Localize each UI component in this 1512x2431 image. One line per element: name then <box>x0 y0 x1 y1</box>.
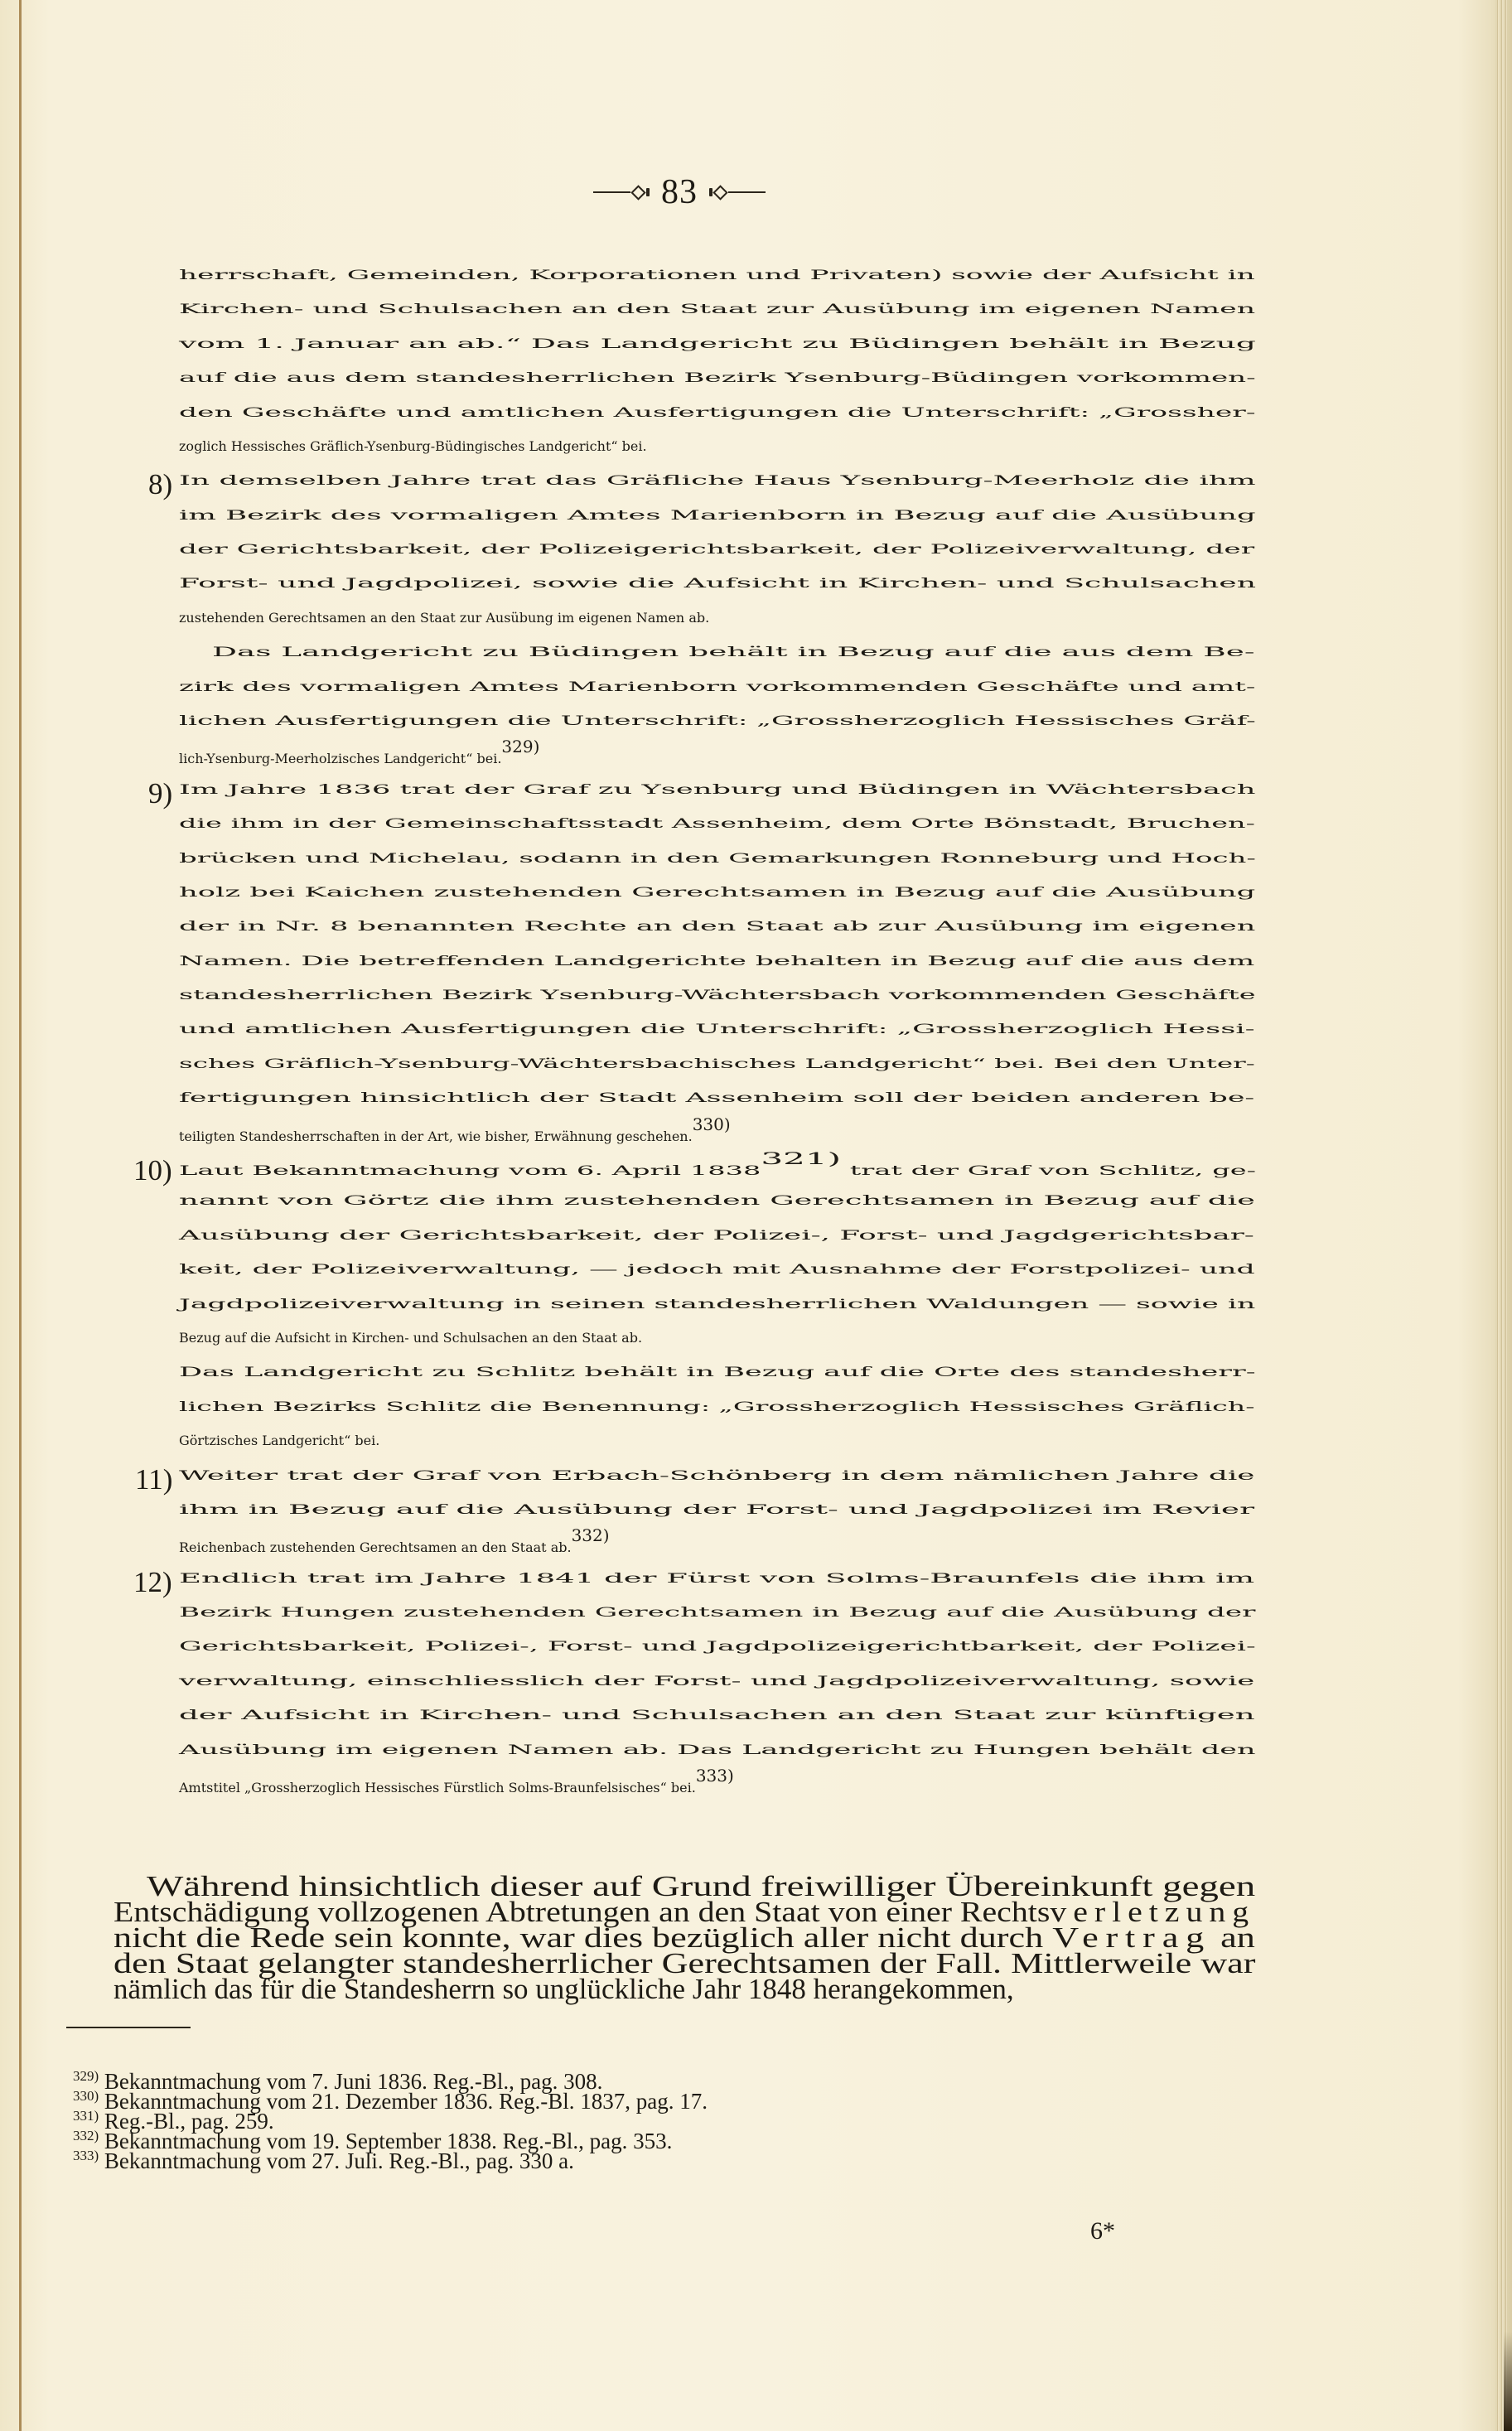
footnote-reference: Reg.-Bl., pag. 353. <box>502 2129 673 2153</box>
body-line <box>179 1707 1255 1723</box>
footnote-reference: Reg.-Bl., pag. 308. <box>432 2069 603 2094</box>
footnote-reference: Reg.-Bl., pag. 330 a. <box>389 2148 574 2173</box>
page-corner-shadow <box>1504 2332 1512 2431</box>
footnote-mark: 332) <box>73 2128 99 2143</box>
line-text: Kirchen- und Schulsachen an den Staat zur Ausübung im eigenen Namen <box>179 301 1256 317</box>
body-line <box>179 1638 1256 1654</box>
line-text: verwaltung, einschliesslich der Forst- und Jagdpolizeiverwaltung, sowie <box>179 1673 1255 1689</box>
line-text: die ihm in der Gemeinschaftsstadt Assenheim, dem Orte Bönstadt, Bruchen- <box>179 815 1255 831</box>
line-text: der Aufsicht in Kirchen- und Schulsachen an den Staat zur künftigen <box>179 1707 1255 1723</box>
footnote-ref: 330) <box>692 1114 731 1134</box>
footnote-ref: 321) <box>761 1148 842 1168</box>
footnote-mark: 329) <box>73 2068 99 2084</box>
footnote-ref: 332) <box>571 1525 610 1545</box>
body-line <box>179 370 1256 385</box>
closing-line: Entschädigung vollzogenen Abtretungen an den Staat von einer Rechtsverletzung <box>114 1896 1256 1928</box>
body-line <box>179 737 540 766</box>
body-line <box>179 1056 1255 1071</box>
line-text: Jagdpolizeiverwaltung in seinen standesherrlichen Waldungen — sowie in <box>179 1296 1256 1312</box>
right-ornament-icon <box>709 187 766 198</box>
closing-line: nämlich das für die Standesherrn so unglückliche Jahr 1848 herangekommen, <box>114 1973 1014 2005</box>
body-line <box>179 1261 1255 1277</box>
closing-line: nicht die Rede sein konnte, war dies bezüglich aller nicht durch Vertrag an <box>114 1921 1255 1954</box>
left-ornament-icon <box>593 187 650 198</box>
line-text: und amtlichen Ausfertigungen die Unterschrift: „Grossherzoglich Hessi- <box>179 1021 1255 1037</box>
body-line <box>179 438 647 454</box>
item-number: 12) <box>133 1566 172 1598</box>
body-line <box>179 679 1255 694</box>
body-line <box>179 610 709 626</box>
signature-mark: 6* <box>1090 2217 1115 2245</box>
body-line <box>179 1296 1255 1312</box>
body-line <box>179 336 1256 351</box>
item-number: 11) <box>135 1463 173 1496</box>
body-line <box>179 1433 379 1448</box>
body-line <box>179 541 1254 557</box>
body-line <box>179 1570 1254 1586</box>
line-text: nannt von Görtz die ihm zustehenden Gerechtsamen in Bezug auf die <box>179 1192 1255 1208</box>
body-line <box>179 1090 1254 1105</box>
line-text: lich-Ysenburg-Meerholzisches Landgericht“ bei. <box>179 751 502 766</box>
line-text: Laut Bekanntmachung vom 6. April 1838 <box>179 1162 761 1178</box>
line-text: lichen Bezirks Schlitz die Benennung: „Grossherzoglich Hessisches Gräflich- <box>179 1399 1255 1414</box>
footnote: $^{330)}$ Bekanntmachung vom 21. Dezember 1836. Reg.-Bl. 1837, pag. 17. <box>73 2088 708 2114</box>
emphasized-word: verletzung <box>1050 1896 1256 1928</box>
line-text: vom 1. Januar an ab.“ Das Landgericht zu Büdingen behält in Bezug <box>179 336 1256 351</box>
body-line <box>179 1227 1254 1243</box>
line-text: Endlich trat im Jahre 1841 der Fürst von Solms-Braunfels die ihm im <box>179 1570 1255 1586</box>
page-number: 83 <box>661 173 698 211</box>
line-text: zirk des vormaligen Amtes Marienborn vorkommenden Geschäfte und amt- <box>179 679 1256 694</box>
body-line <box>179 301 1255 317</box>
body-line <box>179 781 1256 797</box>
running-header <box>0 172 1359 212</box>
line-text: keit, der Polizeiverwaltung, — jedoch mit Ausnahme der Forstpolizei- und <box>179 1261 1255 1277</box>
body-line <box>179 953 1254 969</box>
emphasized-word: Vertrag <box>1052 1921 1212 1954</box>
body-line <box>179 918 1255 934</box>
line-text: In demselben Jahre trat das Gräfliche Haus Ysenburg-Meerholz die ihm <box>179 472 1256 488</box>
body-line <box>179 1021 1255 1037</box>
item-number: 10) <box>133 1154 172 1187</box>
line-text: fertigungen hinsichtlich der Stadt Assenheim soll der beiden anderen be- <box>179 1090 1255 1105</box>
line-text: Forst- und Jagdpolizei, sowie die Aufsicht in Kirchen- und Schulsachen <box>179 575 1257 591</box>
line-text: sches Gräflich-Ysenburg-Wächtersbachisches Landgericht“ bei. Bei den Unter- <box>179 1056 1255 1071</box>
body-line <box>179 713 1256 728</box>
line-text: Weiter trat der Graf von Erbach-Schönberg in dem nämlichen Jahre die <box>179 1467 1255 1483</box>
body-line <box>179 1467 1254 1483</box>
line-text: Ausübung der Gerichtsbarkeit, der Polizei-, Forst- und Jagdgerichtsbar- <box>179 1227 1254 1243</box>
page-fore-edge <box>1495 0 1507 2431</box>
line-text: auf die aus dem standesherrlichen Bezirk Ysenburg-Büdingen vorkommen- <box>179 370 1256 385</box>
body-line <box>179 472 1256 488</box>
line-text: Das Landgericht zu Schlitz behält in Bezug auf die Orte des standesherr- <box>179 1364 1256 1380</box>
footnote-mark: 331) <box>73 2108 99 2124</box>
item-number: 8) <box>148 468 173 500</box>
line-text: Bezirk Hungen zustehenden Gerechtsamen in Bezug auf die Ausübung der <box>179 1604 1256 1620</box>
line-text: Ausübung im eigenen Namen ab. Das Landgericht zu Hungen behält den <box>179 1742 1256 1757</box>
line-text: standesherrlichen Bezirk Ysenburg-Wächtersbach vorkommenden Geschäfte <box>179 987 1256 1003</box>
body-line <box>179 1604 1255 1620</box>
body-line <box>179 815 1255 831</box>
footnote-reference: Reg.-Bl. 1837, pag. 17. <box>499 2089 708 2114</box>
body-line: Laut Bekanntmachung vom 6. April 1838$^{321)}$ trat der Graf von Schlitz, ge- <box>179 1148 1256 1178</box>
body-line <box>179 850 1256 866</box>
page-binding-edge <box>19 0 22 2431</box>
body-line <box>212 644 1254 660</box>
body-line <box>179 1192 1255 1208</box>
line-text: Reichenbach zustehenden Gerechtsamen an den Staat ab. <box>179 1539 572 1555</box>
line-text: Im Jahre 1836 trat der Graf zu Ysenburg und Büdingen in Wächtersbach <box>179 781 1256 797</box>
body-line <box>179 404 1256 420</box>
line-text: den Geschäfte und amtlichen Ausfertigungen die Unterschrift: „Grossher- <box>179 404 1256 420</box>
line-text: Namen. Die betreffenden Landgerichte behalten in Bezug auf die aus dem <box>179 953 1255 969</box>
body-line <box>179 1673 1254 1689</box>
body-line <box>179 1330 642 1346</box>
body-line <box>179 884 1255 900</box>
line-text: ihm in Bezug auf die Ausübung der Forst- und Jagdpolizei im Revier <box>179 1501 1255 1517</box>
line-text: holz bei Kaichen zustehenden Gerechtsamen in Bezug auf die Ausübung <box>179 884 1256 900</box>
footnote: $^{333)}$ Bekanntmachung vom 27. Juli. Reg.-Bl., pag. 330 a. <box>73 2148 574 2173</box>
line-text: der Gerichtsbarkeit, der Polizeigerichtsbarkeit, der Polizeiverwaltung, der <box>179 541 1255 557</box>
line-text: brücken und Michelau, sodann in den Gemarkungen Ronneburg und Hoch- <box>179 850 1256 866</box>
footnote-mark: 330) <box>73 2088 99 2104</box>
body-line <box>179 1114 731 1144</box>
footnote-ref: 333) <box>695 1766 734 1786</box>
line-text: Das Landgericht zu Büdingen behält in Bezug auf die aus dem Be- <box>212 644 1255 660</box>
line-text: herrschaft, Gemeinden, Korporationen und Privaten) sowie der Aufsicht in <box>179 267 1255 283</box>
item-number: 9) <box>148 777 173 810</box>
body-line <box>179 987 1256 1003</box>
line-text: Amtstitel „Grossherzoglich Hessisches Fürstlich Solms-Braunfelsisches“ bei. <box>179 1780 696 1795</box>
footnote-mark: 333) <box>73 2148 99 2163</box>
body-line <box>179 1364 1256 1380</box>
body-line <box>179 1766 734 1795</box>
line-text: der in Nr. 8 benannten Rechte an den Staat ab zur Ausübung im eigenen <box>179 918 1256 934</box>
closing-line: den Staat gelangter standesherrlicher Gerechtsamen der Fall. Mittlerweile war <box>114 1947 1256 1979</box>
body-line <box>179 1501 1254 1517</box>
body-line <box>179 575 1256 591</box>
line-text: zoglich Hessisches Gräflich-Ysenburg-Büdingisches Landgericht“ bei. <box>179 438 647 454</box>
line-text: Gerichtsbarkeit, Polizei-, Forst- und Jagdpolizeigerichtbarkeit, der Polizei- <box>179 1638 1256 1654</box>
footnote-separator <box>66 2027 191 2028</box>
body-line <box>179 267 1255 283</box>
line-text: zustehenden Gerechtsamen an den Staat zur Ausübung im eigenen Namen ab. <box>179 610 710 626</box>
footnote: $^{332)}$ Bekanntmachung vom 19. September 1838. Reg.-Bl., pag. 353. <box>73 2128 673 2153</box>
footnote-ref: 329) <box>501 737 540 756</box>
body-line <box>179 1399 1254 1414</box>
body-line <box>179 1525 610 1555</box>
footnote-reference: Reg.-Bl., pag. 259. <box>104 2109 274 2134</box>
body-line <box>179 507 1256 523</box>
closing-line: Während hinsichtlich dieser auf Grund freiwilliger Übereinkunft gegen <box>147 1870 1256 1902</box>
line-text: im Bezirk des vormaligen Amtes Marienborn in Bezug auf die Ausübung <box>179 507 1256 523</box>
line-text: lichen Ausfertigungen die Unterschrift: „Grossherzoglich Hessisches Gräf- <box>179 713 1256 728</box>
line-text: Görtzisches Landgericht“ bei. <box>179 1433 380 1448</box>
line-text: teiligten Standesherrschaften in der Art, wie bisher, Erwähnung geschehen. <box>179 1129 693 1144</box>
body-line <box>179 1742 1256 1757</box>
line-text: Bezug auf die Aufsicht in Kirchen- und Schulsachen an den Staat ab. <box>179 1330 643 1346</box>
footnote: $^{329)}$ Bekanntmachung vom 7. Juni 1836. Reg.-Bl., pag. 308. <box>73 2068 603 2094</box>
